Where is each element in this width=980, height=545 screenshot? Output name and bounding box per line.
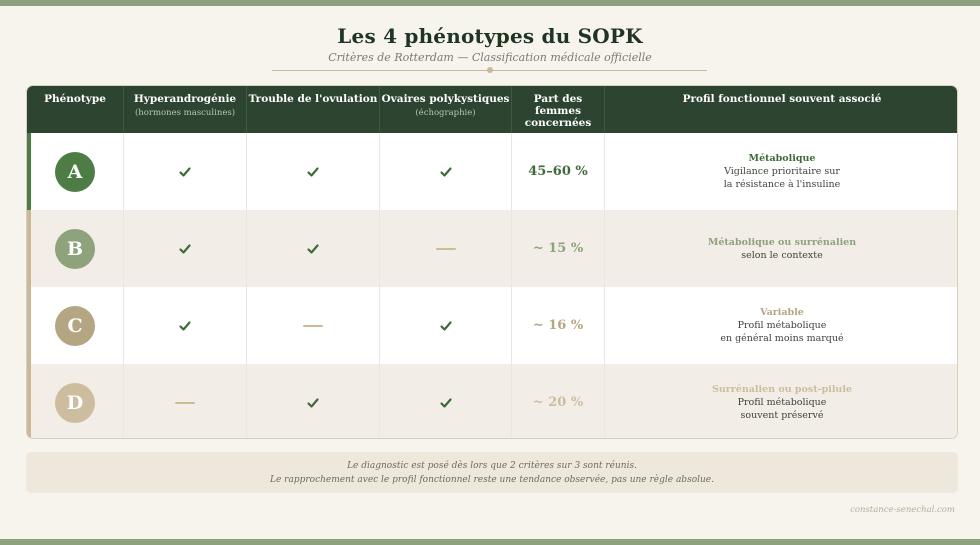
column-header-ovaires: [380, 86, 512, 133]
footnote-line: Le diagnostic est posé dès lors que 2 critères sur 3 sont réunis.: [347, 460, 637, 471]
profile-title: Variable: [760, 307, 804, 318]
column-header-label: Part des femmes concernées: [524, 93, 592, 129]
column-header-label: Profil fonctionnel souvent associé: [682, 93, 882, 105]
hyperandrogenie-cell: [124, 364, 247, 439]
row-accent-edge: [27, 287, 31, 364]
row-accent-edge: [27, 210, 31, 287]
profile-title: Métabolique ou surrénalien: [707, 236, 857, 248]
bottom-accent-bar: [0, 539, 980, 545]
column-header-sublabel: (hormones masculines): [134, 108, 236, 118]
column-header-label: Ovaires polykystiques: [381, 93, 510, 105]
profile-cell: [605, 287, 958, 364]
phenotype-badge: B: [55, 229, 95, 269]
ovulation-cell: [247, 287, 380, 364]
profile-line: en général moins marqué: [720, 333, 844, 344]
check-icon: [306, 242, 320, 256]
page-title: Les 4 phénotypes du SOPK: [337, 24, 643, 48]
check-icon: [306, 396, 320, 410]
ovaires-cell: [380, 364, 512, 439]
ovaires-cell: [380, 210, 512, 287]
column-header-phenotype: [27, 86, 124, 133]
table-row: [27, 287, 958, 364]
profile-line: la résistance à l'insuline: [723, 179, 841, 190]
column-header-label: Phénotype: [44, 93, 106, 105]
table-header: [27, 86, 958, 133]
hyperandrogenie-cell: [124, 287, 247, 364]
profile-title: Métabolique: [748, 153, 816, 164]
ovulation-cell: [247, 364, 380, 439]
profile-cell: [605, 133, 958, 210]
profile-line: Vigilance prioritaire sur: [724, 166, 840, 177]
phenotype-badge: C: [55, 306, 95, 346]
check-icon: [439, 165, 453, 179]
check-icon: [178, 242, 192, 256]
dash-icon: [436, 248, 456, 250]
dash-icon: [175, 402, 195, 404]
row-accent-edge: [27, 133, 31, 210]
table-row: [27, 133, 958, 210]
phenotype-badge: A: [55, 152, 95, 192]
ovulation-cell: [247, 133, 380, 210]
percentage-value: ~ 16 %: [512, 287, 605, 364]
column-header-hyperandrogenie: [124, 86, 247, 133]
source-credit: constance-senechal.com: [850, 505, 955, 515]
percentage-value: 45–60 %: [512, 133, 605, 210]
check-icon: [439, 396, 453, 410]
divider-ornament: [487, 67, 493, 73]
percentage-value: ~ 20 %: [512, 364, 605, 439]
table-row: [27, 210, 958, 287]
footnote-line: Le rapprochement avec le profil fonctionnel reste une tendance observée, pas une règle absolue.: [270, 474, 714, 485]
ovaires-cell: [380, 133, 512, 210]
ovaires-cell: [380, 287, 512, 364]
column-header-label: Trouble de l'ovulation: [248, 93, 378, 105]
column-header-ovulation: [247, 86, 380, 133]
profile-line: Profil métabolique: [737, 320, 827, 331]
profile-cell: [605, 364, 958, 439]
percentage-value: ~ 15 %: [512, 210, 605, 287]
dash-icon: [303, 325, 323, 327]
check-icon: [439, 319, 453, 333]
footnote-box: [26, 452, 958, 493]
row-accent-edge: [27, 364, 31, 439]
phenotype-badge: D: [55, 383, 95, 423]
check-icon: [178, 165, 192, 179]
profile-line: selon le contexte: [741, 249, 823, 261]
profile-line: souvent préservé: [740, 410, 824, 421]
check-icon: [306, 165, 320, 179]
hyperandrogenie-cell: [124, 210, 247, 287]
phenotype-table: [26, 85, 958, 439]
hyperandrogenie-cell: [124, 133, 247, 210]
top-accent-bar: [0, 0, 980, 6]
profile-cell: [605, 210, 958, 287]
profile-title: Surrénalien ou post-pilule: [712, 384, 852, 395]
check-icon: [178, 319, 192, 333]
column-header-part: [512, 86, 605, 133]
column-header-label: Hyperandrogénie: [133, 93, 237, 105]
table-row: [27, 364, 958, 439]
column-header-sublabel: (échographie): [415, 108, 476, 118]
ovulation-cell: [247, 210, 380, 287]
column-header-profil: [605, 86, 958, 133]
page-subtitle: Critères de Rotterdam — Classification médicale officielle: [328, 51, 652, 64]
profile-line: Profil métabolique: [737, 397, 827, 408]
